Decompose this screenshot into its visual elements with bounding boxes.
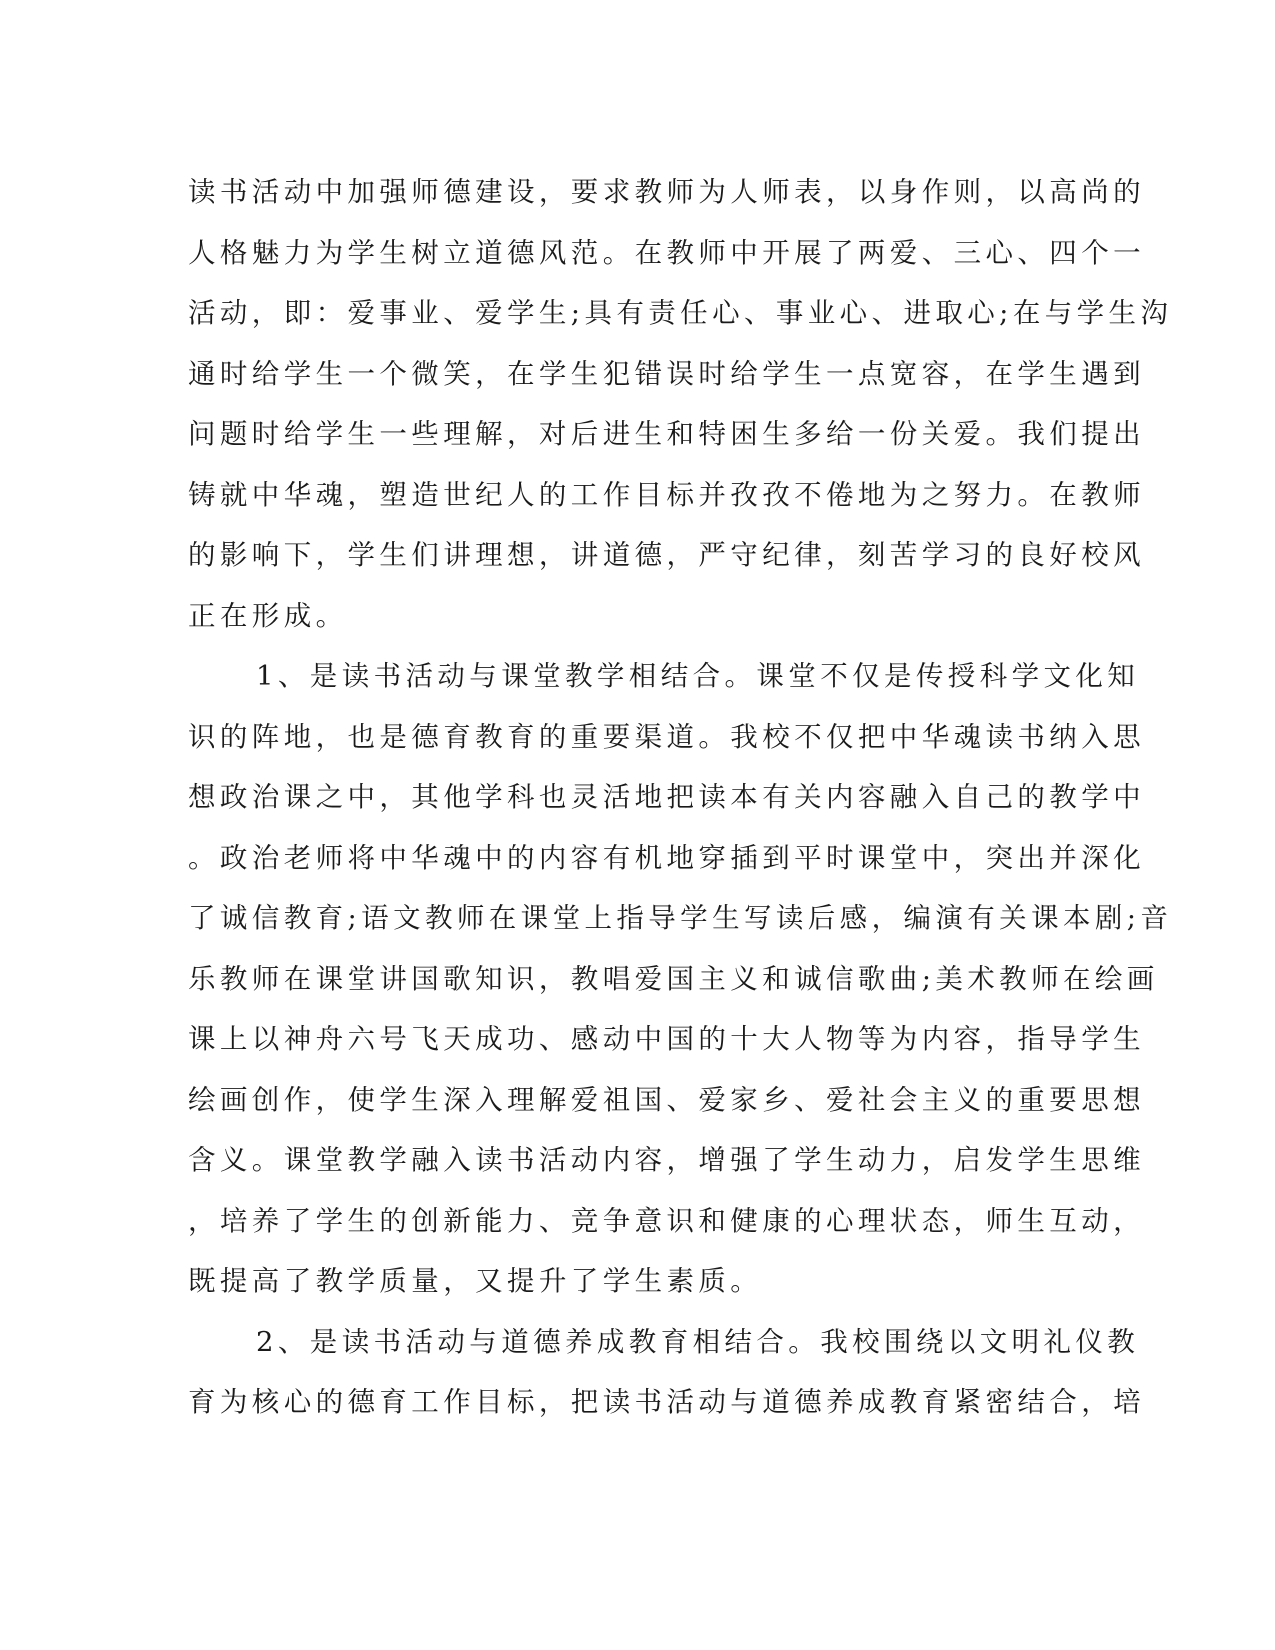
text-line: 的影响下，学生们讲理想，讲道德，严守纪律，刻苦学习的良好校风 bbox=[188, 539, 1145, 571]
text-line: ，培养了学生的创新能力、竞争意识和健康的心理状态，师生互动， bbox=[188, 1204, 1145, 1237]
paragraph-2-first-line: 2、是读书活动与道德养成教育相结合。我校围绕以文明礼仪教 bbox=[256, 1325, 1140, 1358]
text-line: 读书活动中加强师德建设，要求教师为人师表，以身作则，以高尚的 bbox=[188, 176, 1145, 208]
text-line: 绘画创作，使学生深入理解爱祖国、爱家乡、爱社会主义的重要思想 bbox=[188, 1083, 1145, 1116]
text-line: 识的阵地，也是德育教育的重要渠道。我校不仅把中华魂读书纳入思 bbox=[188, 720, 1145, 753]
text-line: 想政治课之中，其他学科也灵活地把读本有关内容融入自己的教学中 bbox=[188, 781, 1145, 813]
text-line: 。政治老师将中华魂中的内容有机地穿插到平时课堂中，突出并深化 bbox=[188, 841, 1145, 874]
text-line: 既提高了教学质量，又提升了学生素质。 bbox=[188, 1265, 763, 1297]
text-line: 正在形成。 bbox=[188, 599, 348, 632]
text-line: 活动，即：爱事业、爱学生;具有责任心、事业心、进取心;在与学生沟 bbox=[188, 297, 1173, 329]
text-line: 通时给学生一个微笑，在学生犯错误时给学生一点宽容，在学生遇到 bbox=[188, 357, 1145, 390]
text-line: 铸就中华魂，塑造世纪人的工作目标并孜孜不倦地为之努力。在教师 bbox=[188, 478, 1145, 511]
text-line: 乐教师在课堂讲国歌知识，教唱爱国主义和诚信歌曲;美术教师在绘画 bbox=[188, 962, 1159, 995]
text-line: 育为核心的德育工作目标，把读书活动与道德养成教育紧密结合，培 bbox=[188, 1386, 1145, 1418]
text-line: 含义。课堂教学融入读书活动内容，增强了学生动力，启发学生思维 bbox=[188, 1144, 1145, 1176]
text-line: 人格魅力为学生树立道德风范。在教师中开展了两爱、三心、四个一 bbox=[188, 236, 1145, 269]
paragraph-1-first-line: 1、是读书活动与课堂教学相结合。课堂不仅是传授科学文化知 bbox=[256, 660, 1140, 692]
text-line: 了诚信教育;语文教师在课堂上指导学生写读后感，编演有关课本剧;音 bbox=[188, 902, 1173, 934]
text-line: 问题时给学生一些理解，对后进生和特困生多给一份关爱。我们提出 bbox=[188, 418, 1145, 450]
text-line: 课上以神舟六号飞天成功、感动中国的十大人物等为内容，指导学生 bbox=[188, 1023, 1145, 1055]
body-text bbox=[188, 162, 1173, 1433]
